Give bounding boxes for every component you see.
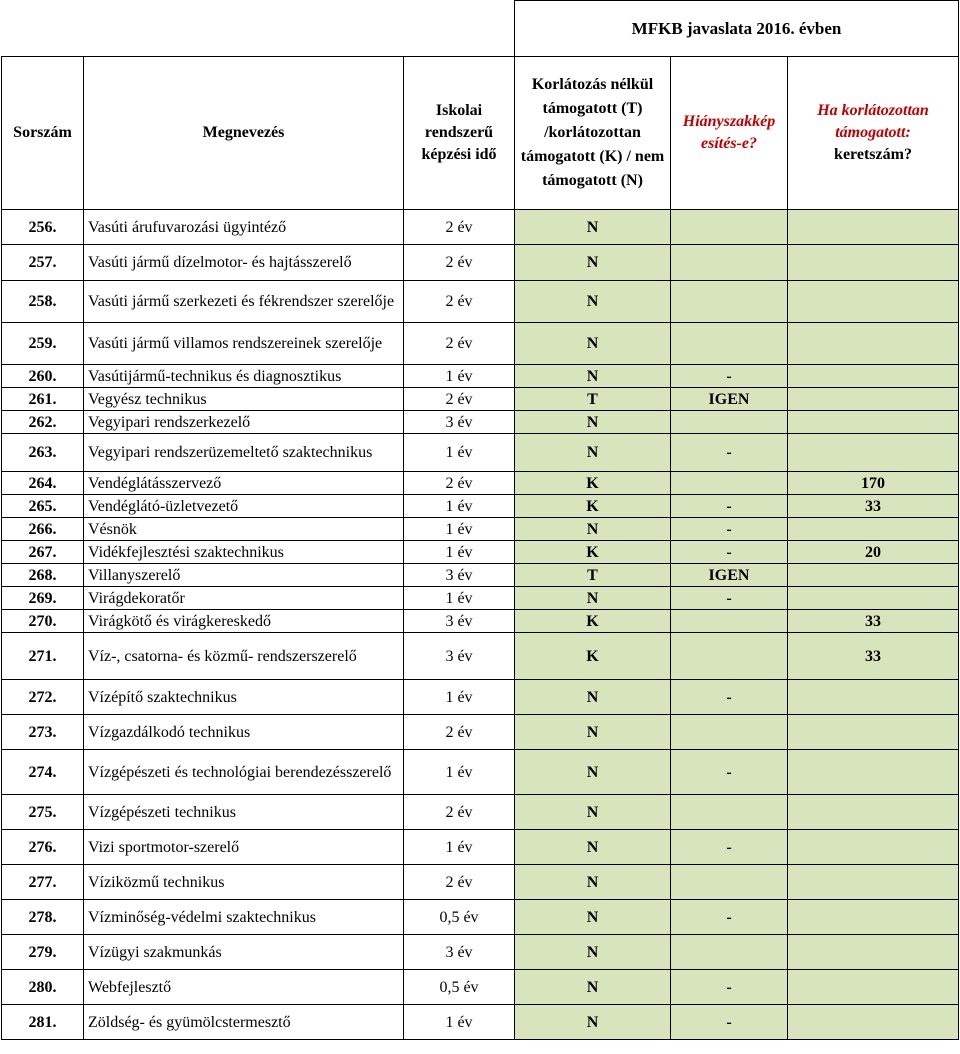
header-row	[2, 57, 959, 210]
row-category: T	[515, 564, 671, 587]
row-quota	[788, 750, 959, 795]
row-name: Vízépítő szaktechnikus	[84, 680, 404, 715]
row-quota	[788, 434, 959, 472]
row-shortage	[671, 935, 788, 970]
row-number: 278.	[2, 900, 84, 935]
row-shortage	[671, 472, 788, 495]
row-category: N	[515, 935, 671, 970]
row-name: Vasúti jármű dízelmotor- és hajtásszerelő	[84, 245, 404, 281]
row-shortage	[671, 210, 788, 245]
table-row	[2, 323, 959, 365]
row-number: 269.	[2, 587, 84, 610]
col-header-ido-text: Iskolai rendszerű képzési idő	[421, 102, 497, 163]
row-quota	[788, 281, 959, 323]
row-category: N	[515, 680, 671, 715]
row-name: Vízgazdálkodó technikus	[84, 715, 404, 750]
table-row	[2, 365, 959, 388]
col-header-hiany	[671, 57, 788, 210]
row-shortage	[671, 865, 788, 900]
table-row	[2, 434, 959, 472]
row-duration: 3 év	[404, 564, 515, 587]
row-quota	[788, 564, 959, 587]
row-duration: 1 év	[404, 518, 515, 541]
row-shortage: -	[671, 518, 788, 541]
table-row	[2, 495, 959, 518]
row-category: K	[515, 495, 671, 518]
row-duration: 3 év	[404, 610, 515, 633]
row-quota	[788, 1005, 959, 1040]
row-name: Virágdekoratőr	[84, 587, 404, 610]
row-quota	[788, 865, 959, 900]
row-category: N	[515, 900, 671, 935]
row-shortage: -	[671, 495, 788, 518]
row-number: 260.	[2, 365, 84, 388]
row-quota: 20	[788, 541, 959, 564]
row-quota	[788, 715, 959, 750]
row-category: N	[515, 323, 671, 365]
row-quota	[788, 365, 959, 388]
row-quota	[788, 411, 959, 434]
col-header-hiany-b: esítés-e?	[701, 135, 757, 152]
table-row	[2, 472, 959, 495]
row-number: 261.	[2, 388, 84, 411]
row-duration: 3 év	[404, 935, 515, 970]
header-row-top	[2, 1, 959, 57]
row-name: Vizi sportmotor-szerelő	[84, 830, 404, 865]
row-category: N	[515, 245, 671, 281]
row-number: 266.	[2, 518, 84, 541]
row-category: N	[515, 411, 671, 434]
row-duration: 1 év	[404, 365, 515, 388]
row-duration: 1 év	[404, 541, 515, 564]
row-shortage: -	[671, 587, 788, 610]
row-number: 281.	[2, 1005, 84, 1040]
row-category: T	[515, 388, 671, 411]
table-row	[2, 865, 959, 900]
row-shortage: -	[671, 541, 788, 564]
row-duration: 2 év	[404, 472, 515, 495]
col-header-hiany-a: Hiányszakkép	[682, 113, 776, 130]
table-row	[2, 610, 959, 633]
row-name: Webfejlesztő	[84, 970, 404, 1005]
table-row	[2, 900, 959, 935]
col-header-ido	[404, 57, 515, 210]
row-number: 258.	[2, 281, 84, 323]
row-quota	[788, 680, 959, 715]
row-number: 259.	[2, 323, 84, 365]
table-row	[2, 750, 959, 795]
row-quota	[788, 323, 959, 365]
row-number: 257.	[2, 245, 84, 281]
row-name: Villanyszerelő	[84, 564, 404, 587]
row-name: Vidékfejlesztési szaktechnikus	[84, 541, 404, 564]
row-number: 273.	[2, 715, 84, 750]
row-name: Vendéglátásszervező	[84, 472, 404, 495]
row-category: N	[515, 1005, 671, 1040]
row-shortage: -	[671, 750, 788, 795]
table-row	[2, 1005, 959, 1040]
row-category: N	[515, 210, 671, 245]
row-category: K	[515, 541, 671, 564]
table-row	[2, 830, 959, 865]
row-name: Víz-, csatorna- és közmű- rendszerszerelő	[84, 633, 404, 680]
row-category: N	[515, 365, 671, 388]
row-name: Vízgépészeti és technológiai berendezésszerelő	[84, 750, 404, 795]
row-category: K	[515, 472, 671, 495]
row-name: Vízügyi szakmunkás	[84, 935, 404, 970]
row-number: 267.	[2, 541, 84, 564]
row-number: 277.	[2, 865, 84, 900]
row-duration: 1 év	[404, 1005, 515, 1040]
row-category: N	[515, 281, 671, 323]
row-shortage: -	[671, 900, 788, 935]
row-shortage	[671, 411, 788, 434]
table-row	[2, 935, 959, 970]
table-row	[2, 564, 959, 587]
table-row	[2, 587, 959, 610]
row-quota	[788, 245, 959, 281]
row-category: K	[515, 633, 671, 680]
row-shortage	[671, 245, 788, 281]
row-shortage: -	[671, 680, 788, 715]
row-quota: 33	[788, 495, 959, 518]
row-name: Vendéglátó-üzletvezető	[84, 495, 404, 518]
col-header-megnevezes: Megnevezés	[84, 57, 404, 210]
row-quota	[788, 587, 959, 610]
row-category: N	[515, 587, 671, 610]
table-row	[2, 970, 959, 1005]
row-duration: 1 év	[404, 495, 515, 518]
table-row	[2, 245, 959, 281]
row-quota	[788, 795, 959, 830]
row-number: 262.	[2, 411, 84, 434]
row-number: 274.	[2, 750, 84, 795]
row-name: Vasúti árufuvarozási ügyintéző	[84, 210, 404, 245]
row-shortage: -	[671, 970, 788, 1005]
row-quota	[788, 900, 959, 935]
row-duration: 2 év	[404, 865, 515, 900]
table-row	[2, 411, 959, 434]
row-quota	[788, 830, 959, 865]
row-number: 280.	[2, 970, 84, 1005]
row-name: Vegyipari rendszerüzemeltető szaktechnikus	[84, 434, 404, 472]
row-category: N	[515, 518, 671, 541]
row-duration: 2 év	[404, 245, 515, 281]
table-row	[2, 715, 959, 750]
row-duration: 2 év	[404, 795, 515, 830]
table-row	[2, 680, 959, 715]
row-quota	[788, 518, 959, 541]
table-row	[2, 210, 959, 245]
row-number: 264.	[2, 472, 84, 495]
row-shortage: -	[671, 365, 788, 388]
row-number: 268.	[2, 564, 84, 587]
row-category: N	[515, 715, 671, 750]
row-duration: 2 év	[404, 210, 515, 245]
mfkb-header: MFKB javaslata 2016. évben	[515, 1, 959, 57]
row-duration: 1 év	[404, 830, 515, 865]
row-number: 279.	[2, 935, 84, 970]
row-name: Vasúti jármű villamos rendszereinek szerelője	[84, 323, 404, 365]
row-name: Vasúti jármű szerkezeti és fékrendszer szerelője	[84, 281, 404, 323]
row-shortage	[671, 281, 788, 323]
row-duration: 2 év	[404, 388, 515, 411]
row-category: N	[515, 970, 671, 1005]
row-name: Vegyész technikus	[84, 388, 404, 411]
row-category: N	[515, 750, 671, 795]
row-shortage	[671, 633, 788, 680]
row-category: N	[515, 830, 671, 865]
row-number: 256.	[2, 210, 84, 245]
table-row	[2, 795, 959, 830]
table-row	[2, 541, 959, 564]
row-shortage	[671, 715, 788, 750]
row-category: N	[515, 865, 671, 900]
row-number: 272.	[2, 680, 84, 715]
row-shortage: IGEN	[671, 564, 788, 587]
col-header-keret-b: keretszám?	[834, 146, 912, 163]
row-quota	[788, 970, 959, 1005]
row-shortage: -	[671, 830, 788, 865]
row-number: 263.	[2, 434, 84, 472]
row-duration: 1 év	[404, 680, 515, 715]
row-name: Víziközmű technikus	[84, 865, 404, 900]
row-shortage: -	[671, 1005, 788, 1040]
col-header-korlatozas-text: Korlátozás nélkül támogatott (T) /korlátozottan támogatott (K) / nem támogatott (N)	[520, 76, 665, 189]
row-shortage	[671, 323, 788, 365]
row-duration: 2 év	[404, 323, 515, 365]
col-header-korlatozas	[515, 57, 671, 210]
table-row	[2, 633, 959, 680]
row-name: Vésnök	[84, 518, 404, 541]
table-row	[2, 388, 959, 411]
row-duration: 1 év	[404, 750, 515, 795]
row-quota	[788, 388, 959, 411]
row-quota	[788, 935, 959, 970]
row-duration: 1 év	[404, 587, 515, 610]
row-quota: 33	[788, 610, 959, 633]
row-name: Zöldség- és gyümölcstermesztő	[84, 1005, 404, 1040]
table-row	[2, 281, 959, 323]
col-header-keret	[788, 57, 959, 210]
row-number: 276.	[2, 830, 84, 865]
row-category: N	[515, 795, 671, 830]
row-name: Vasútijármű-technikus és diagnosztikus	[84, 365, 404, 388]
row-shortage: IGEN	[671, 388, 788, 411]
row-name: Vegyipari rendszerkezelő	[84, 411, 404, 434]
qualification-table	[1, 0, 959, 1040]
row-category: N	[515, 434, 671, 472]
row-name: Vízgépészeti technikus	[84, 795, 404, 830]
row-name: Vízminőség-védelmi szaktechnikus	[84, 900, 404, 935]
col-header-sorszam: Sorszám	[2, 57, 84, 210]
row-duration: 3 év	[404, 633, 515, 680]
row-number: 265.	[2, 495, 84, 518]
row-shortage	[671, 795, 788, 830]
row-category: K	[515, 610, 671, 633]
table-row	[2, 518, 959, 541]
table-body	[2, 210, 959, 1040]
row-duration: 0,5 év	[404, 900, 515, 935]
row-number: 275.	[2, 795, 84, 830]
row-duration: 0,5 év	[404, 970, 515, 1005]
row-shortage: -	[671, 434, 788, 472]
row-shortage	[671, 610, 788, 633]
row-duration: 2 év	[404, 715, 515, 750]
row-number: 271.	[2, 633, 84, 680]
row-duration: 1 év	[404, 434, 515, 472]
row-number: 270.	[2, 610, 84, 633]
row-quota: 170	[788, 472, 959, 495]
row-duration: 2 év	[404, 281, 515, 323]
col-header-keret-a: Ha korlátozottan támogatott:	[817, 102, 929, 141]
row-quota	[788, 210, 959, 245]
row-duration: 3 év	[404, 411, 515, 434]
row-name: Virágkötő és virágkereskedő	[84, 610, 404, 633]
row-quota: 33	[788, 633, 959, 680]
